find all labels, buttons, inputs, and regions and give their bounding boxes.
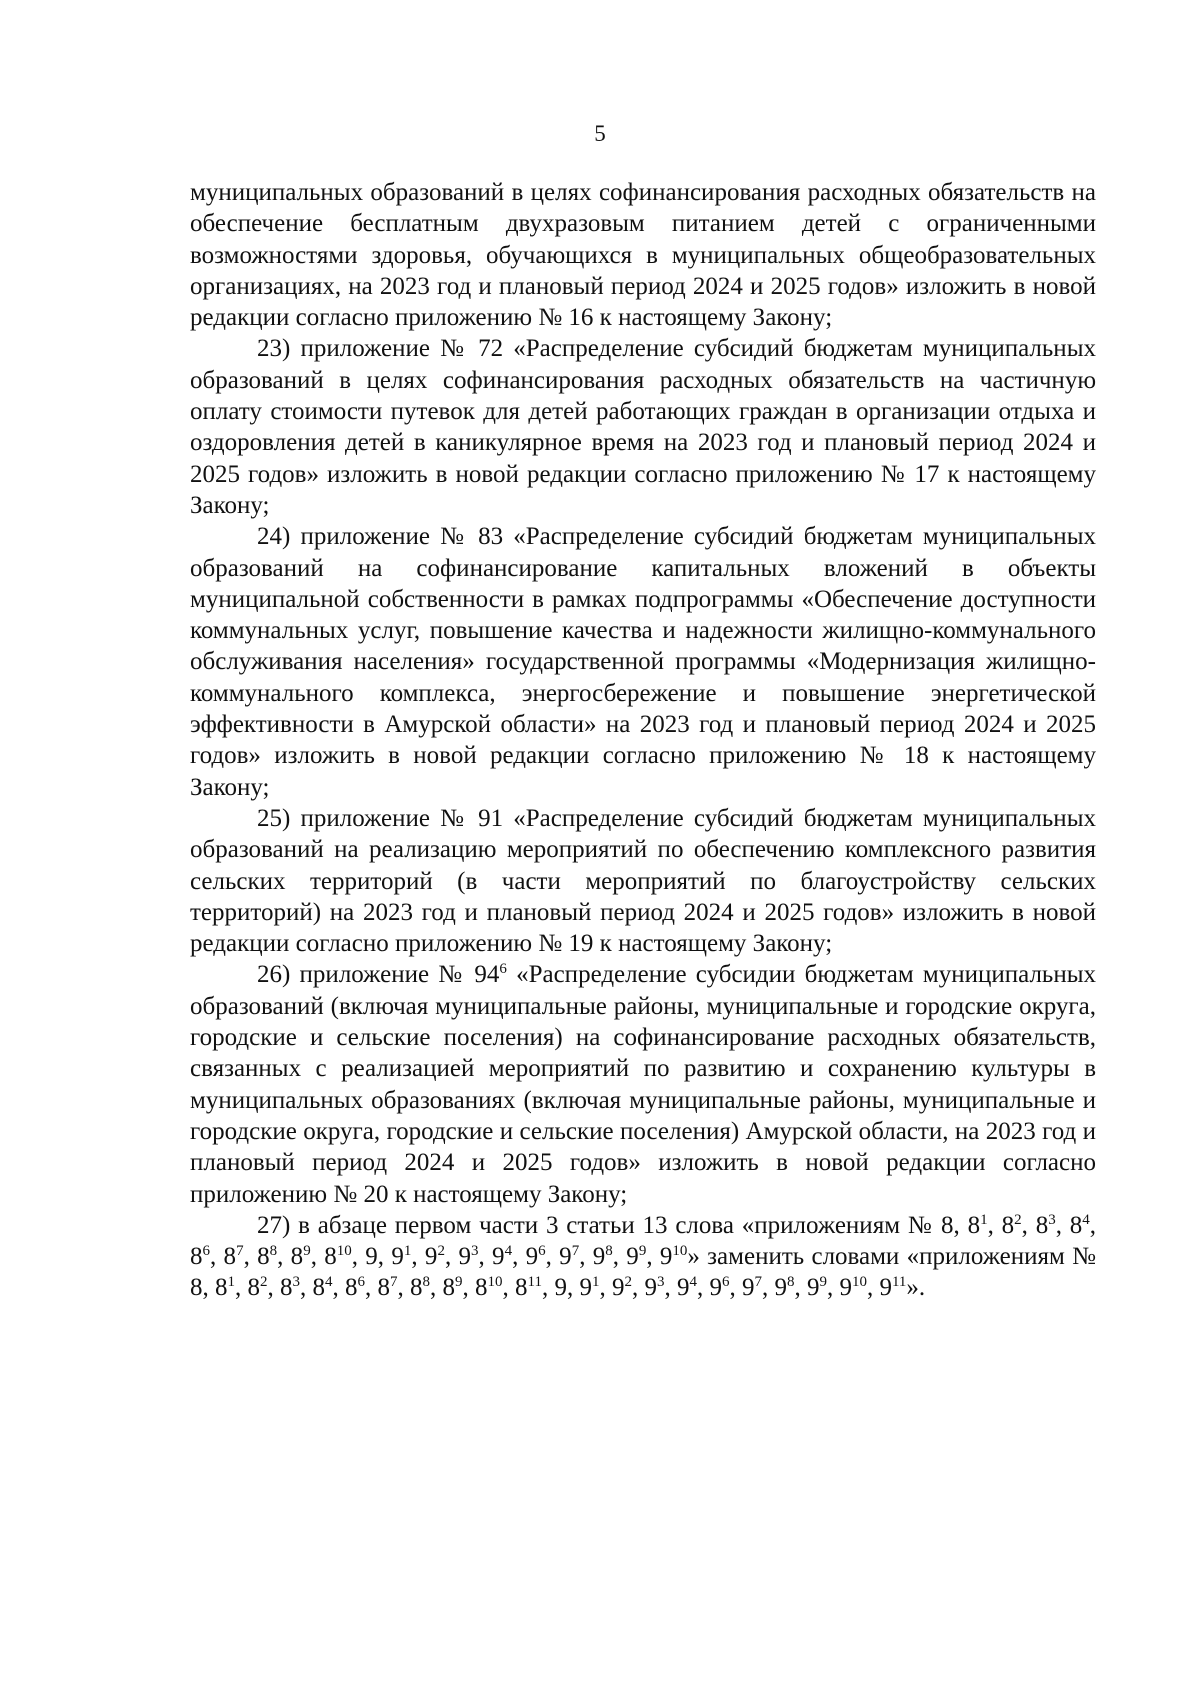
superscript-index: 1: [980, 1211, 988, 1228]
superscript-index: 4: [1082, 1211, 1090, 1228]
superscript-index: 8: [786, 1274, 795, 1291]
paragraph-item-25: 25) приложение № 91 «Распределение субсидий бюджетам муниципальных образований на реализацию мероприятий по обеспечению комплексного развития сельских территорий (в части мероприятий по благоустройству сельских территорий) на 2023 год и плановый период 2024 и 2025 годов» изложить в новой редакции согласно приложению № 19 к настоящему Закону;: [190, 804, 1096, 958]
superscript-index: 11: [891, 1274, 907, 1291]
paragraph-item-23: 23) приложение № 72 «Распределение субсидий бюджетам муниципальных образований в целях софинансирования расходных обязательств на частичную оплату стоимости путевок для детей работающих граждан в организации отдыха и оздоровления детей в каникулярное время на 2023 год и плановый период 2024 и 2025 годов» изложить в новой редакции согласно приложению № 17 к настоящему Закону;: [190, 335, 1096, 519]
superscript-index: 2: [1014, 1211, 1022, 1228]
superscript-index: 2: [260, 1274, 268, 1291]
superscript-index: 2: [437, 1243, 445, 1260]
superscript-index: 3: [1048, 1211, 1056, 1228]
superscript-index: 6: [538, 1243, 546, 1260]
superscript-index: 7: [754, 1274, 762, 1291]
superscript-index: 2: [624, 1274, 632, 1291]
paragraph-item-22-continuation: муниципальных образований в целях софинансирования расходных обязательств на обеспечение бесплатным двухразовым питанием детей с ограниченными возможностями здоровья, обучающихся в муниципальных общеобразовательных организациях, на 2023 год и плановый период 2024 и 2025 годов» изложить в новой редакции согласно приложению № 16 к настоящему Закону;: [190, 179, 1096, 332]
document-body: [190, 177, 1096, 1304]
superscript-index: 6: [499, 961, 507, 978]
superscript-index: 11: [527, 1274, 542, 1291]
superscript-index: 4: [325, 1274, 333, 1291]
superscript-index: 10: [851, 1274, 867, 1291]
superscript-index: 4: [504, 1243, 513, 1260]
superscript-index: 9: [819, 1274, 827, 1291]
superscript-index: 3: [656, 1274, 665, 1291]
superscript-index: 3: [292, 1274, 300, 1291]
superscript-index: 1: [227, 1274, 235, 1291]
superscript-index: 1: [403, 1243, 412, 1260]
superscript-index: 9: [455, 1274, 463, 1291]
page-number: 5: [594, 121, 606, 146]
superscript-index: 8: [269, 1243, 278, 1260]
superscript-index: 8: [422, 1274, 430, 1291]
superscript-index: 10: [672, 1243, 688, 1260]
superscript-index: 10: [487, 1274, 503, 1291]
paragraph-item-24: 24) приложение № 83 «Распределение субсидий бюджетам муниципальных образований на софинансирование капитальных вложений в объекты муниципальной собственности в рамках подпрограммы «Обеспечение доступности коммунальных услуг, повышение качества и надежности жилищно-коммунального обслуживания населения» государственной программы «Модернизация жилищно-коммунального комплекса, энергосбережение и повышение энергетической эффективности в Амурской области» на 2023 год и плановый период 2024 и 2025 годов» изложить в новой редакции согласно приложению № 18 к настоящему Закону;: [190, 523, 1096, 801]
superscript-index: 10: [336, 1243, 352, 1260]
paragraph-item-26: 26) приложение № $94^6$ «Распределение субсидии бюджетам муниципальных образований (включая муниципальные районы, муниципальные и городские округа, городские и сельские поселения) на софинансирование расходных обязательств, связанных с реализацией мероприятий по развитию и сохранению культуры в муниципальных образованиях (включая муниципальные районы, муниципальные и городские округа, городские и сельские поселения) Амурской области, на 2023 год и плановый период 2024 и 2025 годов» изложить в новой редакции согласно приложению № 20 к настоящему Закону;: [190, 961, 1096, 1208]
superscript-index: 9: [303, 1243, 311, 1260]
superscript-index: 6: [357, 1274, 365, 1291]
superscript-index: 9: [638, 1243, 647, 1260]
superscript-index: 4: [689, 1274, 697, 1291]
superscript-index: 8: [605, 1243, 613, 1260]
superscript-index: 1: [591, 1274, 600, 1291]
superscript-index: 6: [721, 1274, 730, 1291]
superscript-index: 7: [236, 1243, 244, 1260]
superscript-index: 7: [390, 1274, 398, 1291]
paragraph-item-27: 27) в абзаце первом части 3 статьи 13 слова «приложениям № 8, $8^1$, $8^2$, $8^3$, $8^4$, $8^6$, $8^7$, $8^8$, $8^9$, $8^{10}$, 9, $9^1$, $9^2$, $9^3$, $9^4$, $9^6$, $9^7$, $9^8$, $9^9$, $9^{10}$» заменить словами «приложениям № 8, $8^1$, $8^2$, $8^3$, $8^4$, $8^6$, $8^7$, $8^8$, $8^9$, $8^{10}$, $8^{11}$, 9, $9^1$, $9^2$, $9^3$, $9^4$, $9^6$, $9^7$, $9^8$, $9^9$, $9^{10}$, $9^{11}$».: [190, 1211, 1097, 1302]
superscript-index: 3: [471, 1243, 479, 1260]
superscript-index: 6: [202, 1243, 210, 1260]
superscript-index: 7: [571, 1243, 580, 1260]
